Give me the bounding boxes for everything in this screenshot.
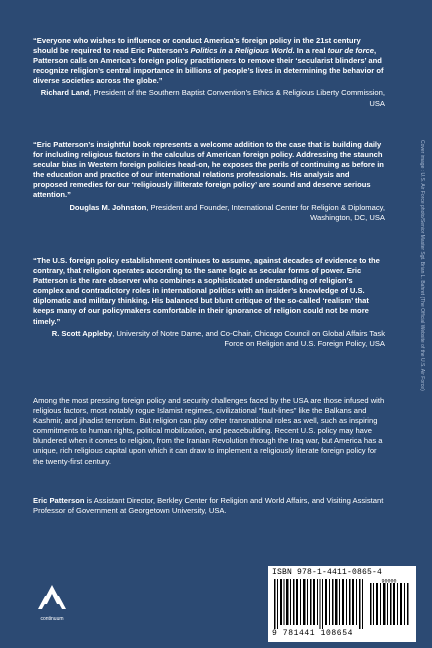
continuum-logo-icon — [36, 584, 68, 610]
publisher-name: continuum — [40, 616, 64, 622]
endorsement-attribution — [33, 88, 385, 108]
endorsement-1 — [33, 36, 385, 109]
book-description: Among the most pressing foreign policy and security challenges faced by the USA are those infused with religious factors, most notably rogue Islamist regimes, civilizational “fault-lines” like the Balkans and Kashmir, and jihadist terrorism. But religion can play other transnational roles as well, such as inspiring commitments to human rights, political mobilization, and peacebuilding. Recent U.S. policy may have blundered when it comes to religion, from the Iranian Revolution through the Iraq war, but America has a unique, rich religious capital upon which it can draw to implement a religiously literate foreign policy for the twenty-first century. — [33, 396, 385, 466]
price-code: 90000 — [381, 579, 397, 585]
endorser-name: R. Scott Appleby — [51, 328, 113, 338]
endorsement-quote — [33, 36, 385, 86]
quote-text: , Patterson calls on America’s foreign policy practitioners to remove their ‘secularist blinders’ and recognize religion’s central importance in billions of people’s lives in determining the behavior of diverse societies across the globe.” — [33, 46, 384, 86]
quote-text: . In a real — [292, 46, 328, 56]
endorsement-2 — [33, 140, 385, 223]
endorsement-attribution — [33, 329, 385, 349]
endorser-name: Richard Land — [40, 88, 90, 98]
endorsement-quote: “The U.S. foreign policy establishment continues to assume, against decades of evidence to the contrary, that religion operates according to the same logic as secular forms of power. Eric Patterson is the rare observer who combines a sophisticated understanding of religion’s complex and contradictory roles in international politics with an insider’s knowledge of U.S. diplomatic and military thinking. His balanced but blunt critique of the so-called ‘realism’ that keeps many of our policymakers comfortable in their ignorance of religion could not be more timely.” — [33, 256, 380, 326]
author-bio — [33, 496, 385, 516]
quote-italic: tour de force — [327, 46, 374, 56]
endorsement-3 — [33, 256, 385, 349]
endorser-affiliation: , President of the Southern Baptist Convention’s Ethics & Religious Liberty Commission, USA — [89, 88, 385, 108]
isbn-barcode — [268, 566, 416, 642]
publisher-logo — [36, 584, 68, 622]
endorser-affiliation: , President and Founder, International Center for Religion & Diplomacy, Washington, DC, USA — [146, 202, 385, 222]
cover-image-credit: Cover image : U.S. Air Force photo/Senior Master Sgt. Brian L. Bahret (The Official Website of the U.S. Air Force) — [419, 140, 425, 391]
barcode-icon — [272, 579, 412, 629]
author-bio-text: is Assistant Director, Berkley Center for Religion and World Affairs, and Visiting Assistant Professor of Government at Georgetown University, USA. — [33, 496, 384, 516]
isbn-label: ISBN 978-1-4411-0865-4 — [272, 568, 383, 577]
quote-text: “Everyone who wishes to influence or conduct America’s foreign policy in the 21st century should be required to read Eric Patterson’s — [33, 36, 361, 56]
endorsement-quote: “Eric Patterson’s insightful book represents a welcome addition to the case that is building daily for including religious factors in the calculus of American foreign policy. Addressing the staunch secular bias in Western foreign policies head-on, he exposes the perils of continuing as before in the education and practice of our international relations professionals. His analysis and proposed remedies for our ‘religiously illiterate foreign policy’ are sound and deserve serious attention.” — [33, 140, 384, 200]
book-title-italic: Politics in a Religious World — [190, 46, 293, 56]
author-name: Eric Patterson — [33, 496, 85, 505]
endorser-affiliation: , University of Notre Dame, and Co-Chair, Chicago Council on Global Affairs Task Force on Religion and U.S. Foreign Policy, USA — [112, 328, 385, 348]
endorsement-attribution — [33, 203, 385, 223]
endorser-name: Douglas M. Johnston — [69, 202, 147, 212]
barcode-digits: 9 781441 108654 — [272, 629, 354, 638]
